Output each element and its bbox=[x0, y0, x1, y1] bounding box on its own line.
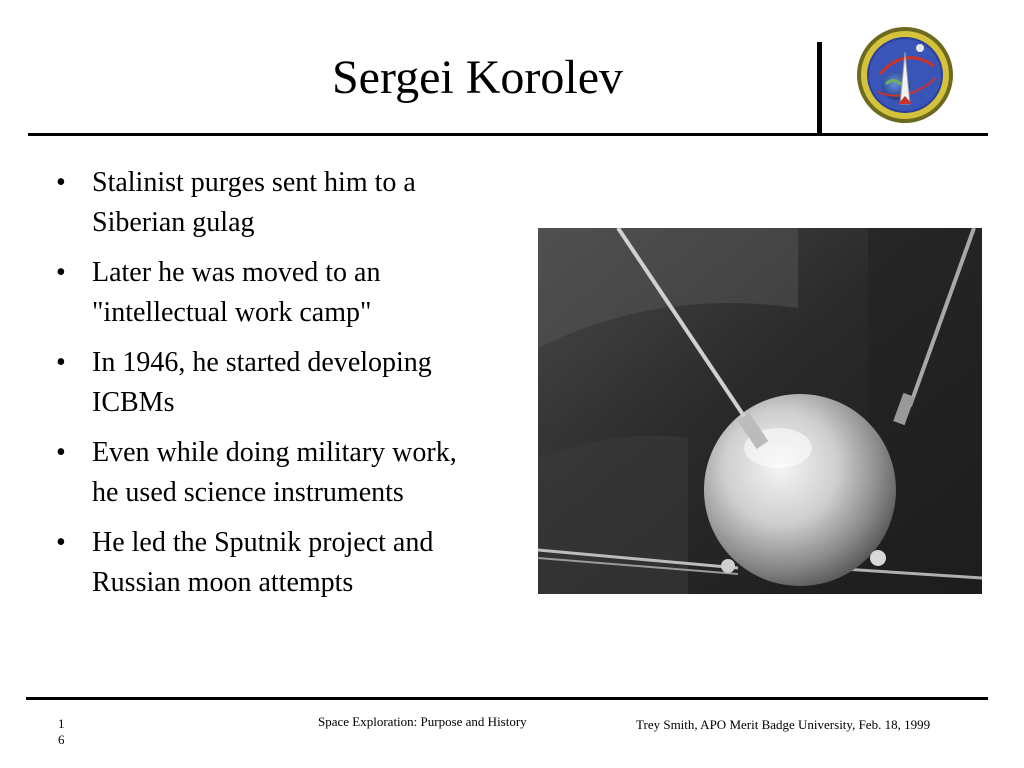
bullet-item bbox=[48, 343, 488, 423]
page-number-line1: 1 bbox=[58, 716, 65, 731]
bullet-marker: • bbox=[56, 437, 66, 468]
bullet-list bbox=[48, 163, 488, 613]
footer-author-credit: Trey Smith, APO Merit Badge University, Feb. 18, 1999 bbox=[636, 717, 931, 732]
bullet-marker: • bbox=[56, 257, 66, 288]
page-number-line2: 6 bbox=[58, 732, 65, 747]
bullet-item bbox=[48, 523, 488, 603]
bullet-text: Stalinist purges sent him to a Siberian gulag bbox=[92, 167, 416, 238]
bullet-item bbox=[48, 253, 488, 333]
title-vertical-divider bbox=[817, 42, 822, 134]
bullet-text: Even while doing military work, he used science instruments bbox=[92, 437, 457, 508]
title-divider bbox=[28, 133, 988, 136]
slide-title: Sergei Korolev bbox=[331, 51, 624, 104]
footer-presentation-title: Space Exploration: Purpose and History bbox=[318, 714, 527, 729]
sputnik-photo-icon bbox=[538, 228, 982, 594]
bullet-item bbox=[48, 433, 488, 513]
merit-badge-icon bbox=[856, 26, 954, 124]
bullet-text: Later he was moved to an "intellectual work camp" bbox=[92, 257, 381, 328]
page-number bbox=[58, 716, 78, 748]
bullet-marker: • bbox=[56, 347, 66, 378]
bullet-marker: • bbox=[56, 527, 66, 558]
bullet-marker: • bbox=[56, 167, 66, 198]
bullet-text: He led the Sputnik project and Russian moon attempts bbox=[92, 527, 434, 598]
bullet-text: In 1946, he started developing ICBMs bbox=[92, 347, 432, 418]
footer-divider bbox=[26, 697, 988, 700]
bullet-item bbox=[48, 163, 488, 243]
